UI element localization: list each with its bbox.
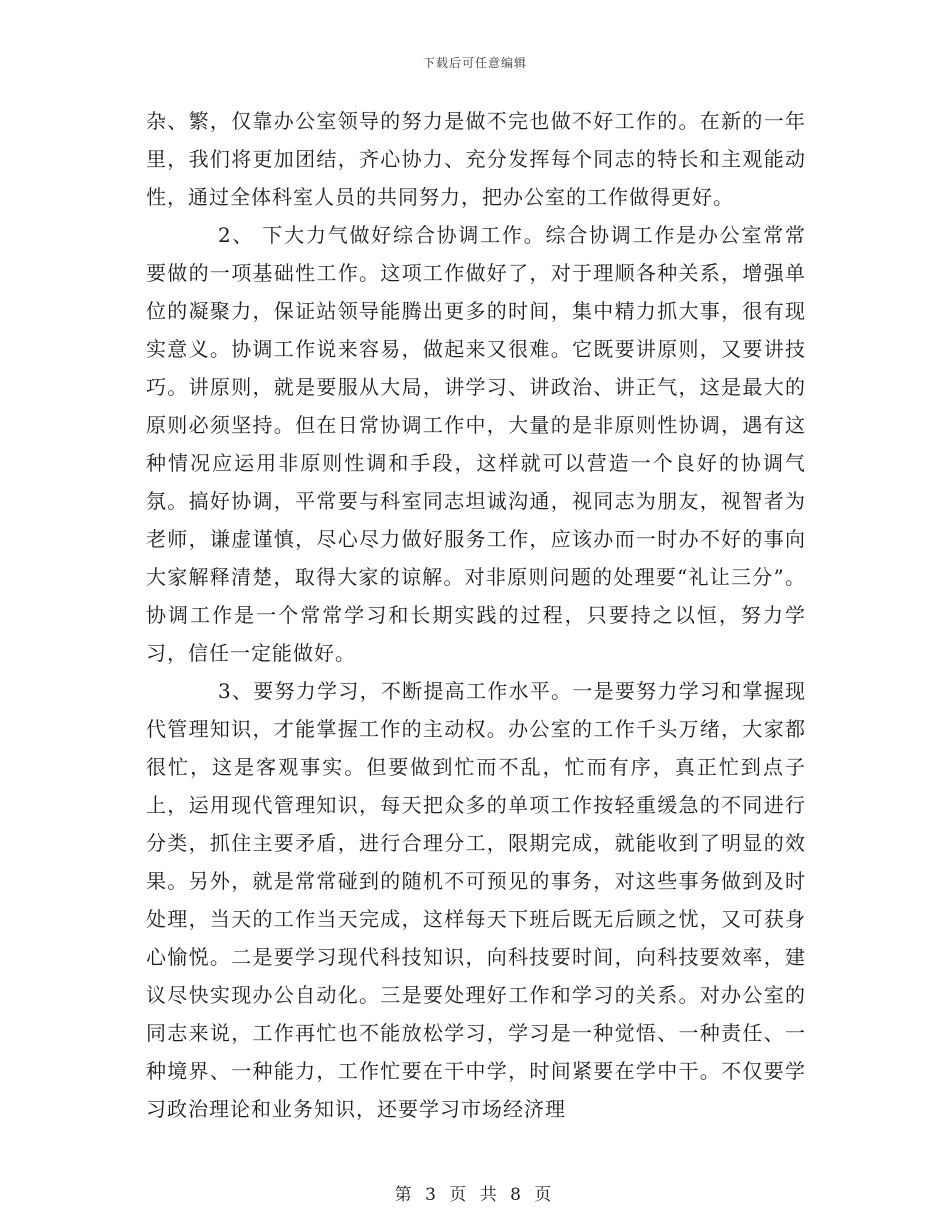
paragraph-item-2: 2、 下大力气做好综合协调工作。综合协调工作是办公室常常要做的一项基础性工作。这项工作做好了，对于理顺各种关系，增强单位的凝聚力，保证站领导能腾出更多的时间，集中精力抓大事，很有现实意义。协调工作说来容易，做起来又很难。它既要讲原则，又要讲技巧。讲原则，就是要服从大局，讲学习、讲政治、讲正气，这是最大的原则必须坚持。但在日常协调工作中，大量的是非原则性协调，遇有这种情况应运用非原则性调和手段，这样就可以营造一个良好的协调气氛。搞好协调，平常要与科室同志坦诚沟通，视同志为朋友，视智者为老师，谦虚谨慎，尽心尽力做好服务工作，应该办而一时办不好的事向大家解释清楚，取得大家的谅解。对非原则问题的处理要“礼让三分”。协调工作是一个常常学习和长期实践的过程，只要持之以恒，努力学习，信任一定能做好。	[146, 223, 806, 665]
paragraph-continuation: 杂、繁，仅靠办公室领导的努力是做不完也做不好工作的。在新的一年里，我们将更加团结，齐心协力、充分发挥每个同志的特长和主观能动性，通过全体科室人员的共同努力，把办公室的工作做得更好。	[146, 109, 806, 209]
document-body	[146, 102, 806, 1128]
paragraph-item-3: 3、要努力学习，不断提高工作水平。一是要努力学习和掌握现代管理知识，才能掌握工作的主动权。办公室的工作千头万绪，大家都很忙，这是客观事实。但要做到忙而不乱，忙而有序，真正忙到点子上，运用现代管理知识，每天把众多的单项工作按轻重缓急的不同进行分类，抓住主要矛盾，进行合理分工，限期完成，就能收到了明显的效果。另外，就是常常碰到的随机不可预见的事务，对这些事务做到及时处理，当天的工作当天完成，这样每天下班后既无后顾之忧，又可获身心愉悦。二是要学习现代科技知识，向科技要时间，向科技要效率，建议尽快实现办公自动化。三是要处理好工作和学习的关系。对办公室的同志来说，工作再忙也不能放松学习，学习是一种觉悟、一种责任、一种境界、一种能力，工作忙要在干中学，时间紧要在学中干。不仅要学习政治理论和业务知识，还要学习市场经济理	[146, 679, 806, 1121]
page-footer: 第 3 页 共 8 页	[394, 1185, 556, 1205]
page-header: 下载后可任意编辑	[422, 56, 527, 70]
